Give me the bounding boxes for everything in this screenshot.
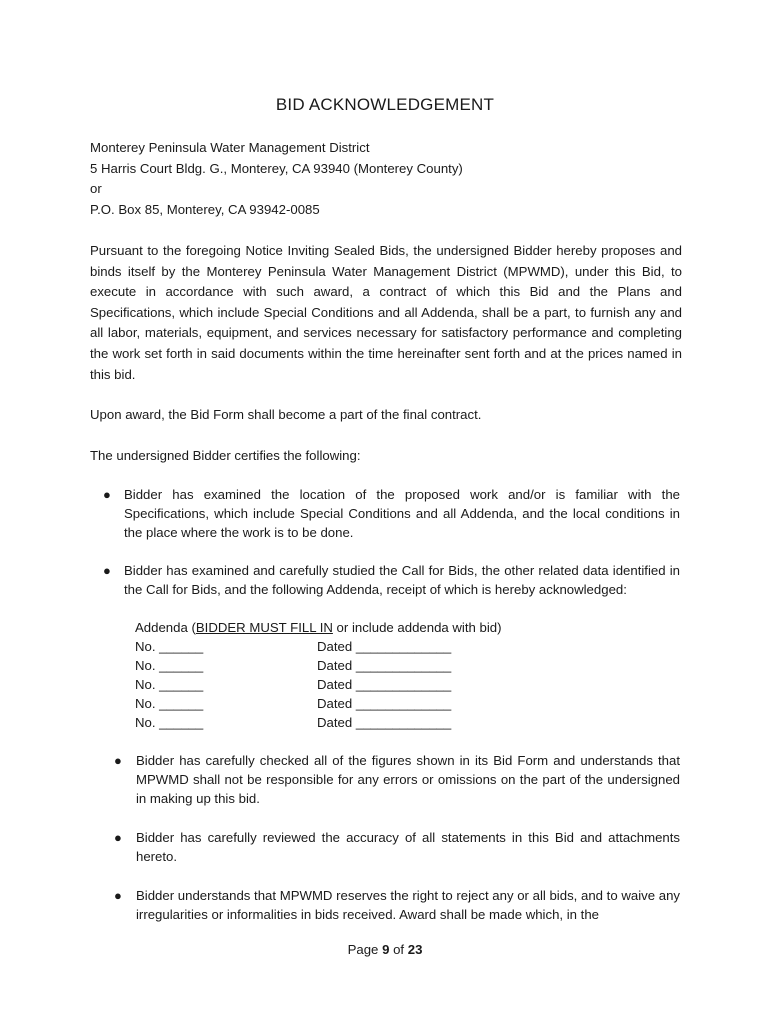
bullet-item-checked-figures: Bidder has carefully checked all of the figures shown in its Bid Form and understands that MPWMD shall not be responsible for any errors or omissions on the part of the undersigned in making up this bid. <box>136 753 680 806</box>
addenda-dated-field[interactable]: Dated _____________ <box>317 639 452 654</box>
addenda-row <box>135 656 495 675</box>
addenda-dated-field[interactable]: Dated _____________ <box>317 658 452 673</box>
bullet-item-reviewed-accuracy: Bidder has carefully reviewed the accuracy of all statements in this Bid and attachments hereto. <box>136 830 680 864</box>
bullet-icon: ● <box>103 487 111 502</box>
addenda-dated-field[interactable]: Dated _____________ <box>317 715 452 730</box>
upon-award-text: Upon award, the Bid Form shall become a part of the final contract. <box>90 407 482 422</box>
bullet-icon: ● <box>114 830 122 845</box>
addenda-section <box>135 618 502 732</box>
page-footer <box>0 942 770 957</box>
address-line-1: Monterey Peninsula Water Management District <box>90 140 370 155</box>
page-number: 9 <box>382 942 390 957</box>
bullet-icon: ● <box>114 888 122 903</box>
addenda-header <box>135 618 502 637</box>
addenda-no-field[interactable]: No. ______ <box>135 696 204 711</box>
address-line-4: P.O. Box 85, Monterey, CA 93942-0085 <box>90 201 320 217</box>
addenda-required-note: BIDDER MUST FILL IN <box>195 620 333 635</box>
address-line-3: or <box>90 181 102 196</box>
address-block <box>90 138 682 220</box>
page-of-label: of <box>389 942 408 957</box>
addenda-dated-field[interactable]: Dated _____________ <box>317 677 452 692</box>
pursuant-paragraph: Pursuant to the foregoing Notice Inviting Sealed Bids, the undersigned Bidder hereby proposes and binds itself by the Monterey Peninsula Water Management District (MPWMD), under this Bid, to execute in accordance with such award, a contract of which this Bid and the Plans and Specifications, which include Special Conditions and all Addenda, shall be a part, to furnish any and all labor, materials, equipment, and services necessary for satisfactory performance and completing the work set forth in said documents within the time hereinafter sent forth and at the prices named in this bid. <box>90 243 682 382</box>
addenda-row <box>135 637 495 656</box>
addenda-row <box>135 675 495 694</box>
addenda-dated-field[interactable]: Dated _____________ <box>317 696 452 711</box>
bullet-item-examined-location: Bidder has examined the location of the proposed work and/or is familiar with the Specifications, which include Special Conditions and all Addenda, and the local conditions in the place where the work is to be done. <box>124 487 680 540</box>
page-total: 23 <box>407 942 423 957</box>
page-label: Page <box>347 942 383 957</box>
bullet-icon: ● <box>114 753 122 768</box>
addenda-row <box>135 694 495 713</box>
certifies-paragraph <box>90 446 682 467</box>
addenda-suffix: or include addenda with bid) <box>332 620 502 635</box>
addenda-no-field[interactable]: No. ______ <box>135 715 204 730</box>
page-title: BID ACKNOWLEDGEMENT <box>275 95 495 114</box>
addenda-no-field[interactable]: No. ______ <box>135 639 204 654</box>
addenda-row <box>135 713 495 732</box>
bullet-item-reserves-right: Bidder understands that MPWMD reserves the right to reject any or all bids, and to waive any irregularities or informalities in bids received. Award shall be made which, in the <box>136 888 680 922</box>
upon-award-paragraph <box>90 405 682 426</box>
addenda-no-field[interactable]: No. ______ <box>135 658 204 673</box>
address-line-2: 5 Harris Court Bldg. G., Monterey, CA 93940 (Monterey County) <box>90 160 463 176</box>
bullet-icon: ● <box>103 563 111 578</box>
addenda-no-field[interactable]: No. ______ <box>135 677 204 692</box>
certifies-text: The undersigned Bidder certifies the following: <box>90 448 361 463</box>
addenda-prefix: Addenda ( <box>135 620 196 635</box>
bullet-item-examined-call-for-bids: Bidder has examined and carefully studied the Call for Bids, the other related data identified in the Call for Bids, and the following Addenda, receipt of which is hereby acknowledged: <box>124 563 680 597</box>
